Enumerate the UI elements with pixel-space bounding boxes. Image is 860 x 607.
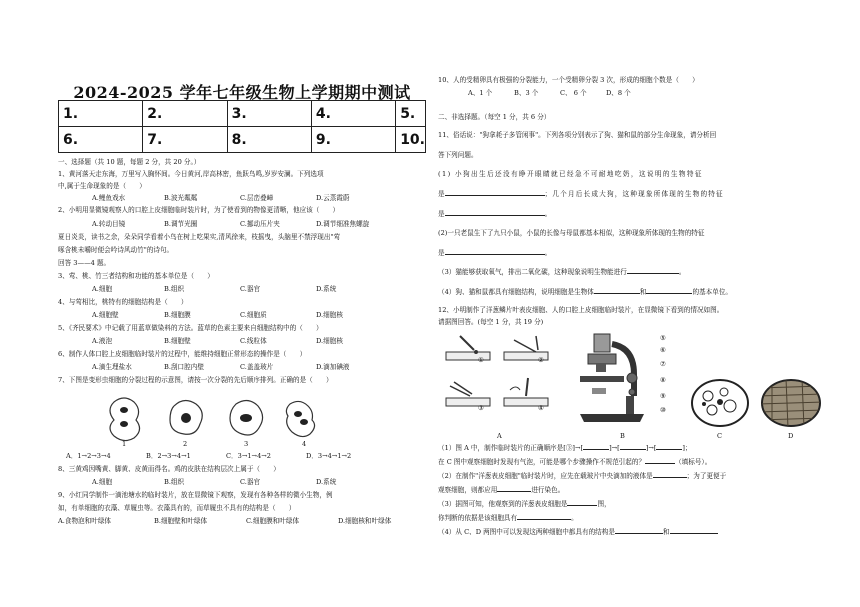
- q1-option-a[interactable]: A.鲤鱼戏水: [92, 194, 126, 202]
- step-label-4: ④: [538, 404, 544, 412]
- step-tweezers-icon: [446, 382, 490, 406]
- q8-option-a[interactable]: A.细胞: [92, 478, 113, 486]
- q11-3-text: [438, 268, 685, 276]
- q12-1b-blank[interactable]: [645, 463, 675, 464]
- answer-grid: [58, 100, 426, 153]
- q10-option-d[interactable]: D、8 个: [606, 89, 631, 97]
- q4-option-a[interactable]: A.细胞壁: [92, 311, 119, 319]
- q12-3b-text: [438, 514, 578, 522]
- q12-3-text: [438, 500, 611, 508]
- section-2-heading: 二、非选择题。（每空 1 分，共 6 分）: [438, 113, 551, 121]
- q7-option-a[interactable]: A．1→2→3→4: [66, 452, 111, 460]
- answer-cell-4[interactable]: 4.: [311, 101, 395, 127]
- q12-2b-prefix: 观察细胞，则都应用: [438, 486, 498, 494]
- q8-options: [92, 478, 336, 486]
- q9-text-cont: 如，有单细胞的衣藻、草履虫等。衣藻具有的，而草履虫不具有的结构是（ ）: [58, 504, 296, 512]
- q10-option-b[interactable]: B、3 个: [514, 89, 539, 97]
- q1-text-cont: 中,属于生命现象的是（ ）: [58, 182, 146, 190]
- figure-d-onion-cells: [760, 378, 822, 428]
- q1-text: 1、黄河落天走东海，万里写入胸怀间。今日黄河,岸高林密，鱼跃鸟鸣,岁岁安澜。下列选项: [58, 170, 324, 178]
- q6-option-d[interactable]: D.滴加碘液: [316, 363, 350, 371]
- q8-option-d[interactable]: D.系统: [316, 478, 337, 486]
- answer-cell-10[interactable]: 10.: [396, 127, 426, 153]
- q11-4-blank-b[interactable]: [646, 293, 692, 294]
- q11-2-text: (2)一只老鼠生下了九只小鼠，小鼠的长像与母鼠都基本相似，这种现象所体现的生物的特征: [438, 229, 705, 237]
- q12-4-prefix: （4）从 C、D 两图中可以发现这两种细胞中都具有的结构是: [438, 528, 615, 536]
- q3-option-a[interactable]: A.细胞: [92, 285, 113, 293]
- q5-option-b[interactable]: B.细胞壁: [164, 337, 191, 345]
- q9-option-c[interactable]: C.细胞膜和叶绿体: [246, 517, 300, 525]
- answer-cell-8[interactable]: 8.: [227, 127, 311, 153]
- q2-option-d[interactable]: D.调节细准焦螺旋: [316, 220, 370, 228]
- amoeba-label-3: 3: [244, 440, 249, 448]
- q10-option-a[interactable]: A、1 个: [468, 89, 493, 97]
- q1-option-b[interactable]: B.波光粼粼: [164, 194, 198, 202]
- q12-2b-text: [438, 486, 564, 494]
- step-stain-icon: [504, 378, 548, 406]
- q11-3-suffix: 。: [678, 268, 686, 276]
- scope-label-8: ⑧: [660, 376, 666, 384]
- q12-2-prefix: （2）在制作"洋葱表皮细胞"临时装片时，应先在载玻片中央滴加的液体是: [438, 472, 653, 480]
- q8-option-b[interactable]: B.组织: [164, 478, 185, 486]
- q11-text: 11、俗话说："狗拿耗子多管闲事"。下列各项分别表示了狗、猫和鼠的部分生命现象，请分析回: [438, 131, 717, 139]
- q11-2-blank[interactable]: [445, 254, 545, 255]
- q12-1-prefix: （1）图 A 中，制作临时装片的正确顺序是[③]→[: [438, 444, 584, 452]
- q11-1c-suffix: 。: [544, 210, 552, 218]
- q11-4-suffix: 的基本单位。: [692, 288, 733, 296]
- q6-option-a[interactable]: A.滴生理盐水: [92, 363, 132, 371]
- q7-option-c[interactable]: C．3→1→4→2: [226, 452, 271, 460]
- passage-line-3: 回答 3——4 题。: [58, 259, 111, 267]
- q9-option-a[interactable]: A.食物泡和叶绿体: [58, 517, 112, 525]
- figure-c-label: C: [717, 432, 723, 440]
- q8-option-c[interactable]: C.器官: [240, 478, 261, 486]
- q11-4-prefix: （4）狗、猫和鼠都具有细胞结构，说明细胞是生物体: [438, 288, 594, 296]
- amoeba-cell-3: [230, 400, 263, 435]
- step-label-2: ②: [538, 356, 544, 364]
- scope-label-9: ⑨: [660, 392, 666, 400]
- figure-d-label: D: [788, 432, 794, 440]
- q6-options: [92, 363, 350, 371]
- q12-1-blank-a[interactable]: [583, 449, 609, 450]
- q12-2-suffix: ；为了更便于: [686, 472, 727, 480]
- q9-text: 9、小红同学制作一滴池塘水的临时装片，放在显微镜下观察，发现有各种各样的微小生物，例: [58, 491, 333, 499]
- answer-cell-5[interactable]: 5.: [396, 101, 426, 127]
- q1-options: [92, 194, 350, 202]
- q1-option-c[interactable]: C.层峦叠嶂: [240, 194, 274, 202]
- q12-1-blank-c[interactable]: [656, 449, 682, 450]
- passage-line-2: 啄含桃未嚼时便会吟诗风动竹"的诗句。: [58, 246, 174, 254]
- amoeba-cell-4: [286, 401, 314, 436]
- q2-options: [92, 220, 369, 228]
- q12-1b-prefix: 在 C 图中观察细胞时发现有气泡，可能是哪个步骤操作不规范引起的？: [438, 458, 646, 466]
- q12-2-blank-b[interactable]: [497, 491, 531, 492]
- q12-3-suffix: 图，: [597, 500, 611, 508]
- q2-option-c[interactable]: C.挪动压片夹: [240, 220, 280, 228]
- q4-option-d[interactable]: D.细胞核: [316, 311, 343, 319]
- q11-1-blank-b[interactable]: [445, 215, 545, 216]
- q7-text: 7、下图是变形虫细胞的分裂过程的示意图，请按一次分裂的先后顺序排列。正确的是（ ）: [58, 376, 333, 384]
- scope-label-5: ⑤: [660, 334, 666, 342]
- q12-3-blank-a[interactable]: [567, 505, 597, 506]
- step-label-1: ①: [478, 356, 484, 364]
- q11-text-cont: 答下列问题。: [438, 151, 478, 159]
- answer-cell-7[interactable]: 7.: [143, 127, 227, 153]
- q11-1-line-3: [438, 210, 551, 218]
- q4-option-c[interactable]: C.细胞质: [240, 311, 267, 319]
- step-label-3: ③: [478, 404, 484, 412]
- figure-c-cheek-cells: [690, 378, 750, 428]
- q12-4-and: 和: [662, 528, 670, 536]
- q12-4-blank-a[interactable]: [615, 533, 663, 534]
- q7-option-b[interactable]: B．2→3→4→1: [146, 452, 191, 460]
- q12-text: 12、小明制作了洋葱鳞片叶表皮细胞、人的口腔上皮细胞临时装片，在显微镜下看到的情况如图。: [438, 306, 724, 314]
- q9-options: [58, 517, 391, 525]
- q7-option-d[interactable]: D．3→4→1→2: [306, 452, 352, 460]
- q11-2-prefix: 是: [438, 249, 445, 257]
- amoeba-label-4: 4: [302, 440, 307, 448]
- q11-4-and: 和: [639, 288, 647, 296]
- q11-1-blank-a[interactable]: [445, 195, 545, 196]
- q11-1c-prefix: 是: [438, 210, 445, 218]
- q12-1-arrow-b: ]→[: [645, 444, 657, 452]
- amoeba-label-1: 1: [122, 440, 127, 448]
- q12-text-cont: 请据图回答。(每空 1 分，共 19 分): [438, 318, 544, 326]
- amoeba-division-figure: [100, 392, 340, 446]
- q5-text: 5、《齐民要术》中记载了用蓝草做染料的方法。蓝草的色素主要来自细胞结构中的（ ）: [58, 324, 323, 332]
- q11-1-prefix: 是: [438, 190, 445, 198]
- figure-a-label: A: [497, 432, 502, 440]
- q4-option-b[interactable]: B.细胞膜: [164, 311, 191, 319]
- q6-option-c[interactable]: C.盖盖玻片: [240, 363, 274, 371]
- q5-options: [92, 337, 343, 345]
- q2-text: 2、小明用显微镜观察人的口腔上皮细胞临时装片时，为了使看到的物像更清晰，他应该（ ）: [58, 206, 340, 214]
- q3-option-d[interactable]: D.系统: [316, 285, 337, 293]
- q12-3-prefix: （3）据图可知，他观察到的洋葱表皮细胞是: [438, 500, 568, 508]
- q8-text: 8、三黄鸡因嘴黄、脚黄、皮黄而得名。鸡的皮肤在结构层次上属于（ ）: [58, 465, 280, 473]
- section-1-heading: 一、选择题（共 10 题，每题 2 分，共 20 分。）: [58, 158, 201, 166]
- figure-b-label: B: [620, 432, 625, 440]
- q12-2-text: [438, 472, 726, 480]
- q9-option-d[interactable]: D.细胞核和叶绿体: [338, 517, 392, 525]
- q12-4-blank-b[interactable]: [670, 533, 718, 534]
- q5-option-d[interactable]: D.细胞核: [316, 337, 343, 345]
- answer-cell-1[interactable]: 1.: [59, 101, 143, 127]
- q12-1-text: [438, 444, 692, 452]
- q11-2-line-2: [438, 249, 551, 257]
- q2-option-b[interactable]: B.调节光圈: [164, 220, 198, 228]
- answer-cell-6[interactable]: 6.: [59, 127, 143, 153]
- amoeba-cell-1: [110, 398, 140, 441]
- q10-option-c[interactable]: C、 6 个: [560, 89, 587, 97]
- amoeba-cell-2: [170, 400, 202, 434]
- q6-text: 6、制作人体口腔上皮细胞临时装片的过程中，能维持细胞正常形态的操作是（ ）: [58, 350, 307, 358]
- q3-options: [92, 285, 336, 293]
- answer-cell-2[interactable]: 2.: [143, 101, 227, 127]
- q6-option-b[interactable]: B.刮口腔内壁: [164, 363, 204, 371]
- q12-3-blank-b[interactable]: [517, 519, 571, 520]
- q11-4-blank-a[interactable]: [594, 293, 640, 294]
- q12-3b-prefix: 你判断的依据是该细胞具有: [438, 514, 518, 522]
- exam-title: 2024-2025 学年七年级生物上学期期中测试: [73, 83, 411, 102]
- scope-label-7: ⑦: [660, 360, 666, 368]
- answer-cell-9[interactable]: 9.: [311, 127, 395, 153]
- q12-1b-text: [438, 458, 711, 466]
- q9-option-b[interactable]: B.细胞壁和叶绿体: [154, 517, 208, 525]
- q11-3-prefix: （3）猫能够获取氧气，排出二氧化碳，这种现象说明生物能进行: [438, 268, 627, 276]
- q12-1-suffix: ]；: [682, 444, 692, 452]
- q3-option-c[interactable]: C.器官: [240, 285, 261, 293]
- q10-text: 10、人的受精卵具有极强的分裂能力，一个受精卵分裂 3 次，形成的细胞个数是（ ）: [438, 76, 699, 84]
- passage-line-1: 夏日炎炎，读书之余，朵朵同学看着小鸟在树上吃果实,清风徐来，枝摇曳，头脑里不禁浮现出"莺: [58, 233, 341, 241]
- q5-option-c[interactable]: C.线粒体: [240, 337, 267, 345]
- q4-text: 4、与莺相比，桃特有的细胞结构是（ ）: [58, 298, 188, 306]
- q12-1-arrow-a: ]→[: [609, 444, 620, 452]
- q3-text: 3、莺、桃、竹三者结构和功能的基本单位是（ ）: [58, 272, 214, 280]
- answer-cell-3[interactable]: 3.: [227, 101, 311, 127]
- q11-2-suffix: 。: [544, 249, 552, 257]
- q12-4-text: [438, 528, 718, 536]
- amoeba-label-2: 2: [183, 440, 188, 448]
- scope-label-10: ⑩: [660, 406, 666, 414]
- q1-option-d[interactable]: D.云蒸霞蔚: [316, 194, 350, 202]
- q7-options: [66, 452, 351, 460]
- q12-2b-suffix: 进行染色。: [531, 486, 565, 494]
- q5-option-a[interactable]: A.液泡: [92, 337, 113, 345]
- q11-4-text: [438, 288, 732, 296]
- q3-option-b[interactable]: B.组织: [164, 285, 185, 293]
- q12-2-blank-a[interactable]: [653, 477, 687, 478]
- q11-3-blank[interactable]: [627, 273, 679, 274]
- q11-1-text: (1) 小狗出生后还没有睁开眼睛就已经急不可耐地吃奶，这说明的生物特征: [438, 170, 703, 178]
- q4-options: [92, 311, 343, 319]
- q11-1-suffix: ；几个月后长成大狗，这种现象所体现的生物的特征: [544, 190, 724, 198]
- q12-1b-suffix: （填标号）。: [675, 458, 712, 466]
- q12-1-blank-b[interactable]: [620, 449, 646, 450]
- q11-1-line-2: [438, 190, 724, 198]
- q12-3b-suffix: 。: [571, 514, 578, 522]
- q10-options: [468, 89, 631, 97]
- figure-b-microscope: [572, 330, 662, 430]
- q2-option-a[interactable]: A.转动目镜: [92, 220, 126, 228]
- scope-label-6: ⑥: [660, 346, 666, 354]
